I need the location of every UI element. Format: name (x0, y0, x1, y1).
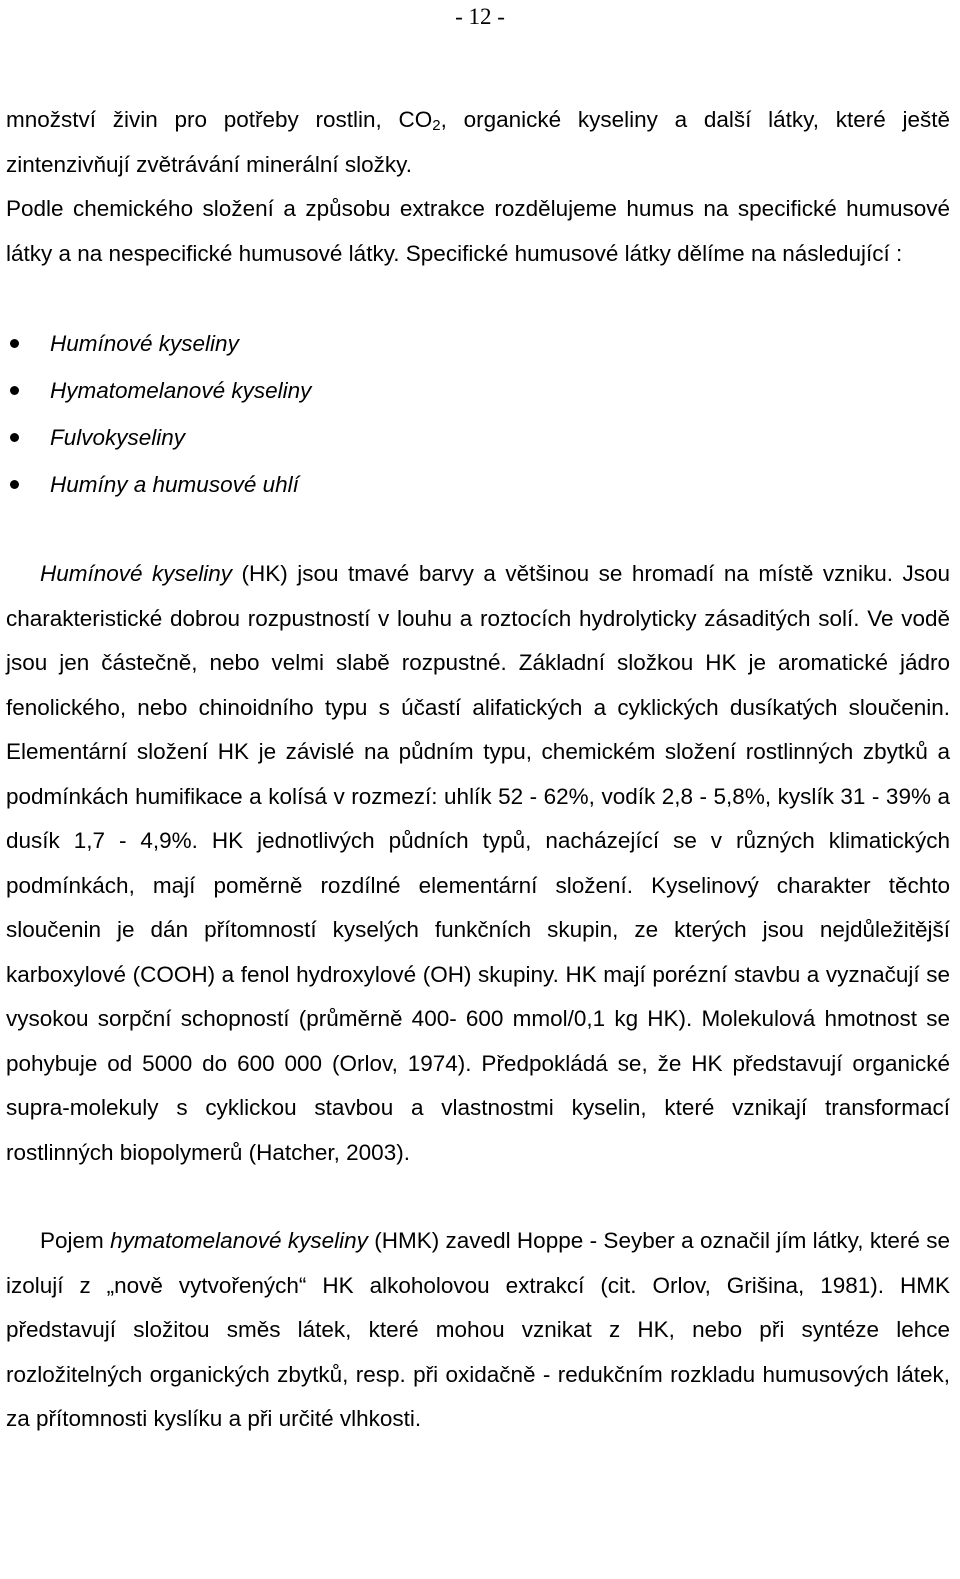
paragraph-humic-acids (6, 552, 950, 1175)
paragraph-intro-continuation (6, 98, 950, 187)
page-number: - 12 - (455, 4, 505, 29)
paragraph-text: Pojem (40, 1228, 111, 1253)
term-hymatomelanic-acids: hymatomelanové kyseliny (110, 1228, 368, 1253)
document-body (6, 98, 950, 1442)
paragraph-text: , organické kyseliny a další látky, které ještě zintenzivňují zvětrávání minerální složky. (6, 107, 950, 177)
paragraph-classification: Podle chemického složení a způsobu extrakce rozdělujeme humus na specifické humusové látky a na nespecifické humusové látky. Specifické humusové látky dělíme na následující : (6, 196, 950, 266)
list-item: Humíny a humusové uhlí (6, 461, 950, 508)
list-item: Hymatomelanové kyseliny (6, 367, 950, 414)
bullet-icon (10, 433, 19, 442)
list-item: Humínové kyseliny (6, 320, 950, 367)
list-item: Fulvokyseliny (6, 414, 950, 461)
paragraph-text: množství živin pro potřeby rostlin, CO (6, 107, 433, 132)
humic-substances-list (6, 320, 950, 508)
bullet-icon (10, 339, 19, 348)
paragraph-text: (HK) jsou tmavé barvy a většinou se hromadí na místě vzniku. Jsou charakteristické dobrou rozpustností v louhu a roztocích hydrolyticky zásaditých solí. Ve vodě jsou jen částečně, nebo velmi slabě rozpustné. Základní složkou HK je aromatické jádro fenolického, nebo chinoidního typu s účastí alifatických a cyklických dusíkatých sloučenin. Elementární složení HK je závislé na půdním typu, chemickém složení rostlinných zbytků a podmínkách humifikace a kolísá v rozmezí: uhlík 52 - 62%, vodík 2,8 - 5,8%, kyslík 31 - 39% a dusík 1,7 - 4,9%. HK jednotlivých půdních typů, nacházející se v různých klimatických podmínkách, mají poměrně rozdílné elementární složení. Kyselinový charakter těchto sloučenin je dán přítomností kyselých funkčních skupin, ze kterých jsou nejdůležitější karboxylové (COOH) a fenol hydroxylové (OH) skupiny. HK mají porézní stavbu a vyznačují se vysokou sorpční schopností (průměrně 400- 600 mmol/0,1 kg HK). Molekulová hmotnost se pohybuje od 5000 do 600 000 (Orlov, 1974). Předpokládá se, že HK představují organické supra-molekuly s cyklickou stavbou a vlastnostmi kyselin, které vznikají transformací rostlinných biopolymerů (Hatcher, 2003). (6, 561, 950, 1165)
subscript: 2 (432, 117, 441, 134)
bullet-icon (10, 386, 19, 395)
term-humic-acids: Humínové kyseliny (40, 561, 233, 586)
paragraph-text: (HMK) zavedl Hoppe - Seyber a označil jím látky, které se izolují z „nově vytvořených“ HK alkoholovou extrakcí (cit. Orlov, Grišina, 1981). HMK představují složitou směs látek, které mohou vznikat z HK, nebo při syntéze lehce rozložitelných organických zbytků, resp. při oxidačně - redukčním rozkladu humusových látek, za přítomnosti kyslíku a při určité vlhkosti. (6, 1228, 951, 1431)
paragraph-hymatomelanic-acids (6, 1219, 950, 1442)
bullet-icon (10, 480, 19, 489)
